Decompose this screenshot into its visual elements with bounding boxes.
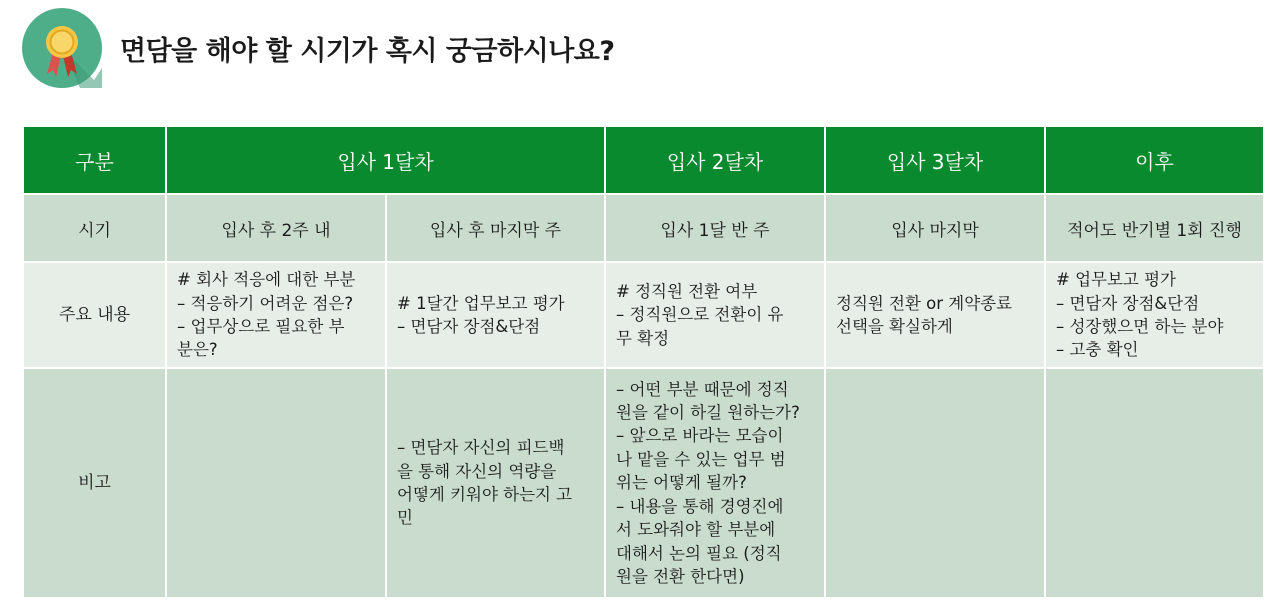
row-label-main: 주요 내용 [23,262,166,368]
row-label-time: 시기 [23,194,166,262]
cell-text: # 회사 적응에 대한 부분 – 적응하기 어려운 점은? – 업무상으로 필요한 부 분은? [177,270,356,360]
table-cell [605,368,825,598]
table-cell [166,368,386,598]
table-row-note [23,368,1264,598]
table-cell [825,368,1045,598]
table-cell [1045,368,1264,598]
table-cell [1045,262,1264,368]
table-cell [386,368,605,598]
medal-icon [22,8,102,88]
page-title: 면담을 해야 할 시기가 혹시 궁금하시나요? [120,35,615,67]
table-cell: 입사 1달 반 주 [605,194,825,262]
cell-text: # 업무보고 평가 – 면담자 장점&단점 – 성장했으면 하는 분야 – 고충 확인 [1056,270,1224,360]
table-cell: 입사 후 2주 내 [166,194,386,262]
table-cell [386,262,605,368]
row-label-note: 비고 [23,368,166,598]
table-cell: 입사 후 마지막 주 [386,194,605,262]
table-cell [825,262,1045,368]
header [22,8,615,88]
header-after: 이후 [1045,126,1264,194]
header-month-1: 입사 1달차 [166,126,605,194]
header-month-2: 입사 2달차 [605,126,825,194]
header-category: 구분 [23,126,166,194]
header-row [23,126,1264,194]
header-month-3: 입사 3달차 [825,126,1045,194]
cell-text: # 정직원 전환 여부 – 정직원으로 전환이 유 무 확정 [616,281,784,348]
cell-text: # 1달간 업무보고 평가 – 면담자 장점&단점 [397,293,565,336]
cell-text: – 어떤 부분 때문에 정직 원을 같이 하길 원하는가? – 앞으로 바라는 모습이 나 맡을 수 있는 업무 범 위는 어떻게 될까? – 내용을 통해 경영진에 서 도와줘야 할 부분에 대해서 논의 필요 (정직 원을 전환 한다면) [616,379,800,586]
cell-text: – 면담자 자신의 피드백 을 통해 자신의 역량을 어떻게 키워야 하는지 고 민 [397,438,573,528]
table-cell [605,262,825,368]
table-cell: 입사 마지막 [825,194,1045,262]
cell-text: 정직원 전환 or 계약종료 선택을 확실하게 [836,293,1013,336]
table-cell: 적어도 반기별 1회 진행 [1045,194,1264,262]
interview-schedule-table [22,125,1265,599]
table-row-main [23,262,1264,368]
table-row-time [23,194,1264,262]
table-cell [166,262,386,368]
